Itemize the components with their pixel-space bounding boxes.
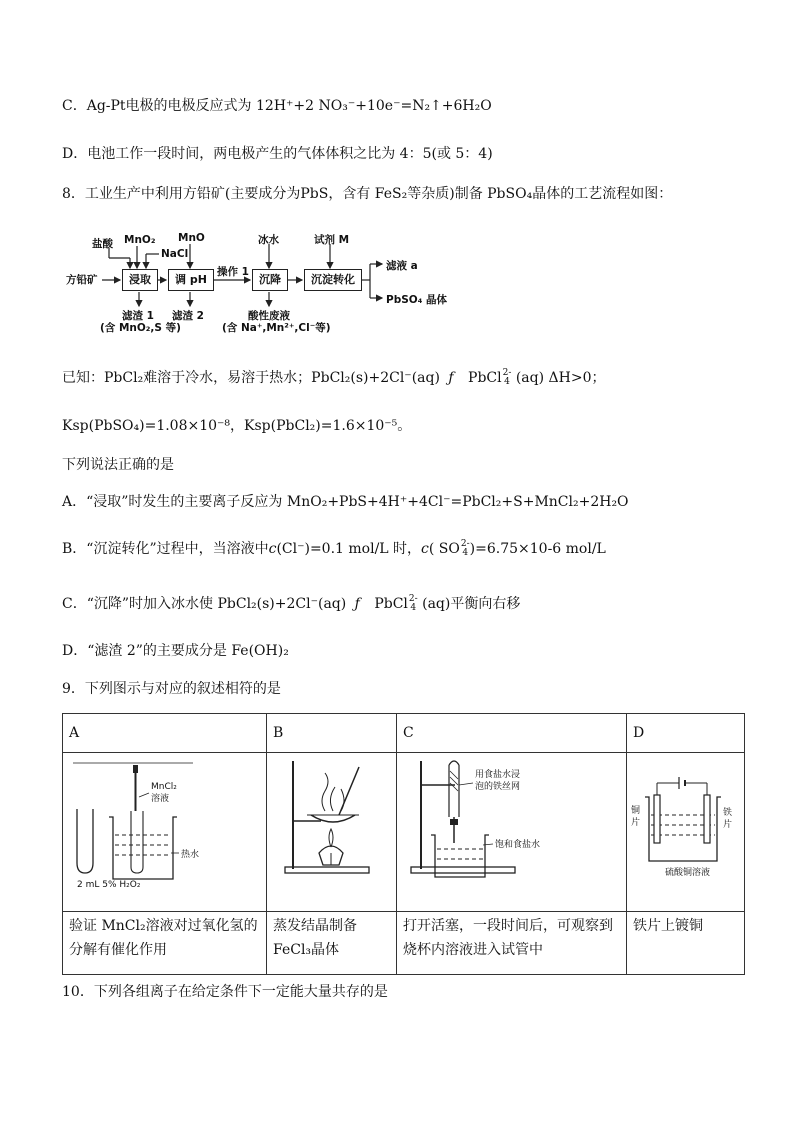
flow-box-settle: 沉降: [252, 269, 288, 291]
q8-known-1-ion-scripts: [503, 369, 512, 387]
label-iron-2: 片: [723, 820, 733, 830]
q8-stem: 8．工业生产中利用方铅矿(主要成分为PbS，含有 FeS₂等杂质)制备 PbSO₄晶体的工艺流程如图：: [62, 186, 673, 202]
q8-known-2: Ksp(PbSO₄)=1.08×10⁻⁸，Ksp(PbCl₂)=1.6×10⁻⁵。: [62, 418, 412, 434]
apparatus-d: [627, 753, 745, 911]
flow-operation-1: 操作 1: [217, 266, 249, 278]
q8-option-c-ion: PbCl: [374, 596, 408, 612]
label-copper-2: 片: [631, 818, 641, 828]
ion-charge: 2-: [502, 368, 512, 378]
q9-desc-a-line1: 验证 MnCl₂溶液对过氧化氢的: [69, 918, 258, 934]
q9-options-table: [62, 713, 745, 975]
q10-stem: 10．下列各组离子在给定条件下一定能大量共存的是: [62, 984, 388, 1000]
flow-input-ice-water: 冰水: [258, 234, 279, 246]
flow-input-mno2: MnO₂: [124, 234, 156, 246]
flow-input-mno: MnO: [178, 232, 205, 244]
label-mncl2: MnCl₂: [151, 782, 177, 792]
q7-option-c-text: C．Ag-Pt电极的电极反应式为: [62, 98, 252, 114]
q9-figure-c: [397, 753, 627, 912]
q9-desc-c-line2: 烧杯内溶液进入试管中: [403, 942, 543, 958]
q8-option-c: [62, 594, 520, 614]
q9-figure-d: [627, 753, 745, 912]
q8-known-1-tail: (aq) ΔH>0；: [515, 370, 606, 386]
sulfate-charge: 2-: [460, 539, 470, 549]
q8-option-c-tail: (aq)平衡向右移: [422, 596, 521, 612]
q9-desc-c: [397, 912, 627, 975]
flow-input-hcl: 盐酸: [92, 238, 113, 250]
q8-ask: 下列说法正确的是: [62, 457, 174, 473]
q9-desc-b-line2: FeCl₃晶体: [273, 942, 340, 958]
ion-subscript: 4: [504, 377, 510, 387]
q8-option-d: D．“滤渣 2”的主要成分是 Fe(OH)₂: [62, 643, 289, 659]
label-wire-2: 泡的铁丝网: [475, 782, 521, 792]
q8-option-c-text: C．“沉降”时加入冰水使 PbCl₂(s)+2Cl⁻(aq): [62, 596, 347, 612]
flow-box-leach: 浸取: [122, 269, 158, 291]
apparatus-a: [63, 753, 267, 911]
apparatus-c: [397, 753, 627, 911]
flow-residue-2: 滤渣 2: [172, 310, 204, 322]
sulfate-subscript: 4: [462, 548, 469, 558]
ion-charge-c: 2-: [408, 594, 418, 604]
apparatus-b: [267, 753, 397, 911]
flow-product-pbso4: PbSO₄ 晶体: [386, 294, 447, 306]
equilibrium-symbol-c: ƒ: [354, 596, 360, 612]
label-solution: 溶液: [151, 794, 170, 804]
q9-desc-b-line1: 蒸发结晶制备: [273, 918, 357, 934]
flow-box-conversion: 沉淀转化: [304, 269, 362, 291]
q8-option-a: A．“浸取”时发生的主要离子反应为 MnO₂+PbS+4H⁺+4Cl⁻=PbCl₂+S+MnCl₂+2H₂O: [62, 494, 629, 510]
q8-option-b-c1: c: [268, 541, 277, 557]
flow-product-filtrate-a: 滤液 a: [386, 260, 418, 272]
flow-input-nacl: NaCl: [161, 248, 189, 260]
flow-box-adjust-ph: 调 pH: [168, 269, 214, 291]
flow-input-reagent-m: 试剂 M: [314, 234, 350, 246]
label-wire-1: 用食盐水浸: [475, 770, 521, 780]
q9-header-c: C: [397, 714, 627, 753]
q9-desc-a-line2: 分解有催化作用: [69, 942, 167, 958]
q7-option-c-formula: 12H⁺+2 NO₃⁻+10e⁻=N₂↑+6H₂O: [256, 98, 492, 114]
q9-header-a: A: [63, 714, 267, 753]
q7-option-c: [62, 96, 492, 116]
process-flow-diagram: [62, 222, 447, 340]
label-h2o2: 2 mL 5% H₂O₂: [77, 880, 141, 890]
label-hot-water: 热水: [181, 850, 200, 860]
q9-desc-b: [267, 912, 397, 975]
flow-residue-1: 滤渣 1: [122, 310, 154, 322]
flow-waste-liquid: 酸性废液: [248, 310, 290, 322]
q9-figure-b: [267, 753, 397, 912]
q7-option-d: D．电池工作一段时间，两电极产生的气体体积之比为 4：5(或 5：4): [62, 146, 493, 162]
q8-option-b-so: ( SO: [428, 541, 460, 557]
equilibrium-symbol: ƒ: [448, 370, 454, 386]
q8-option-b-sulfate-scripts: [461, 540, 470, 558]
q8-option-b-c2: c: [421, 541, 429, 557]
q9-header-b: B: [267, 714, 397, 753]
q8-known-1-ion: PbCl: [468, 370, 502, 386]
label-brine: 饱和食盐水: [495, 840, 541, 850]
flow-waste-note: (含 Na⁺,Mn²⁺,Cl⁻等): [222, 322, 331, 334]
q8-option-c-ion-scripts: [409, 595, 418, 613]
q9-header-d: D: [627, 714, 745, 753]
label-copper-1: 铜: [631, 806, 641, 816]
q9-desc-d: [627, 912, 745, 975]
q8-known-1: [62, 368, 605, 388]
q8-option-b-text: B．“沉淀转化”过程中，当溶液中: [62, 541, 269, 557]
q9-desc-c-line1: 打开活塞，一段时间后，可观察到: [403, 918, 613, 934]
q8-option-b: [62, 539, 606, 559]
q8-option-b-cl: (Cl⁻)=0.1 mol/L 时，: [276, 541, 422, 557]
ion-subscript-c: 4: [410, 603, 417, 613]
q8-option-b-tail: )=6.75×10-6 mol/L: [469, 541, 606, 557]
label-cuso4: 硫酸铜溶液: [665, 868, 711, 878]
label-iron-1: 铁: [723, 808, 733, 818]
flow-raw-label: 方铅矿: [66, 274, 98, 286]
q9-stem: 9．下列图示与对应的叙述相符的是: [62, 681, 281, 697]
q8-known-1-text: 已知：PbCl₂难溶于冷水，易溶于热水；PbCl₂(s)+2Cl⁻(aq): [62, 370, 440, 386]
q9-desc-a: [63, 912, 267, 975]
q9-figure-a: [63, 753, 267, 912]
flow-residue-1-note: (含 MnO₂,S 等): [100, 322, 181, 334]
q9-desc-d-line1: 铁片上镀铜: [633, 918, 703, 934]
